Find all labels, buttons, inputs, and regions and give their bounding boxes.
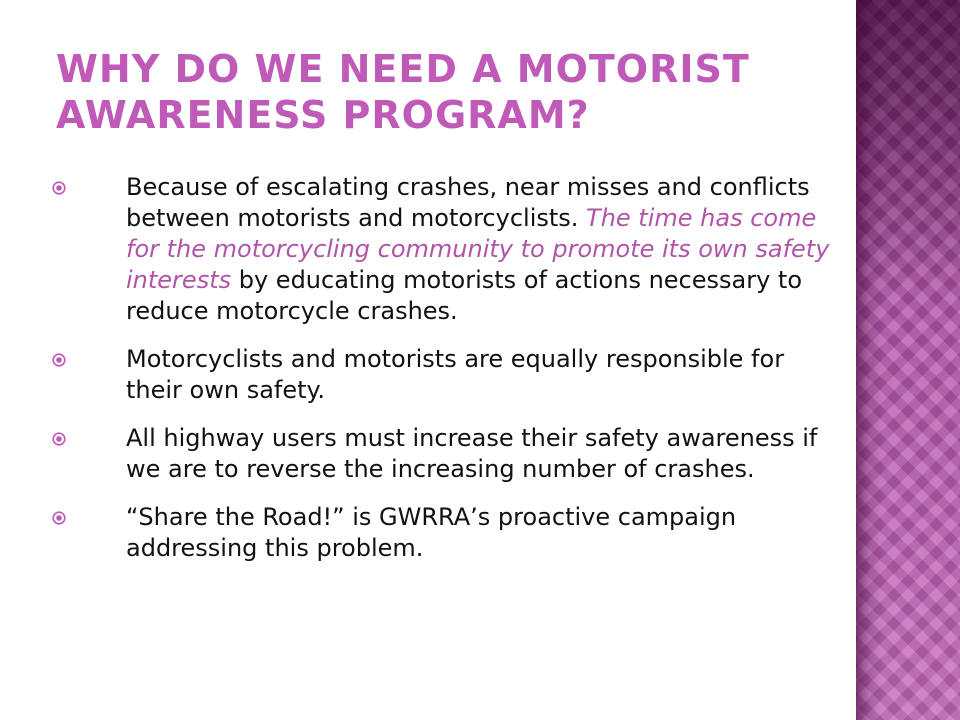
circled-dot-icon	[52, 353, 66, 367]
bullet-list	[110, 172, 830, 581]
bullet-text-continued: by educating motorists of actions necessary to reduce motorcycle crashes.	[126, 266, 803, 325]
bullet-text: All highway users must increase their safety awareness if we are to reverse the increasing number of crashes.	[126, 424, 818, 483]
circled-dot-icon	[52, 432, 66, 446]
emphasis-text: The time has come for the motorcycling community to promote its own safety interests	[126, 204, 830, 294]
slide-title: WHY DO WE NEED A MOTORIST AWARENESS PROGRAM?	[56, 47, 750, 137]
decorative-side-band	[856, 0, 960, 720]
bullet-item	[110, 502, 830, 564]
bullet-item	[110, 172, 830, 327]
bullet-item	[110, 423, 830, 485]
bullet-item	[110, 344, 830, 406]
circled-dot-icon	[52, 511, 66, 525]
bullet-text: Motorcyclists and motorists are equally responsible for their own safety.	[126, 345, 785, 404]
bullet-text: “Share the Road!” is GWRRA’s proactive campaign addressing this problem.	[126, 503, 737, 562]
circled-dot-icon	[52, 181, 66, 195]
bullet-text: Because of escalating crashes, near misses and conflicts between motorists and motorcyclists.	[126, 173, 810, 232]
